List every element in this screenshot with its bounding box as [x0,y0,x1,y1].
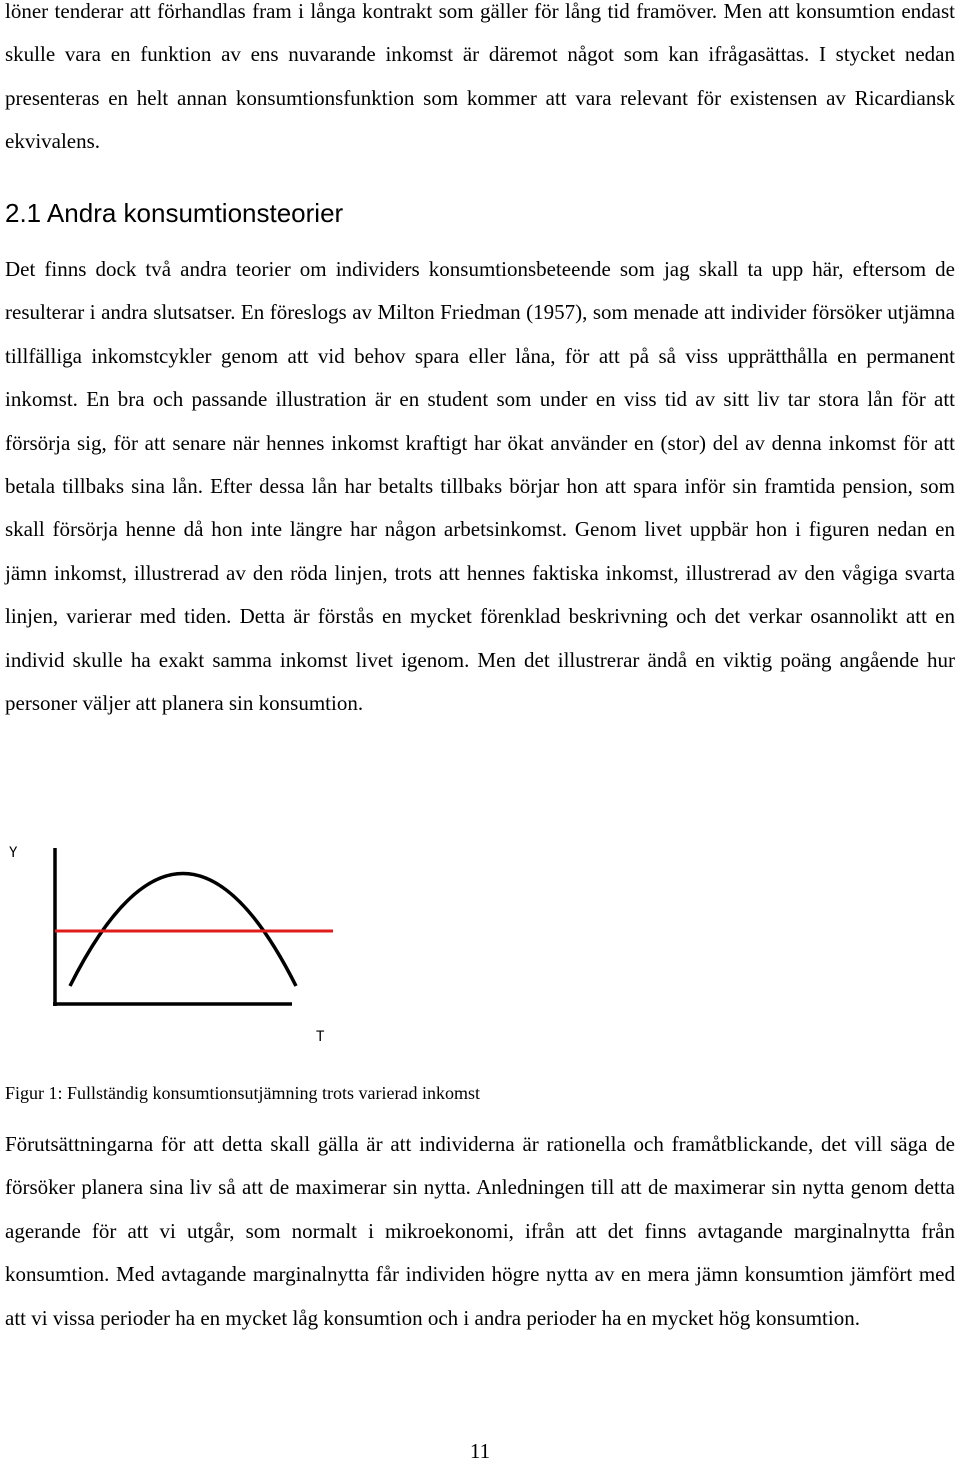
income-smoothing-figure [0,838,380,1053]
x-axis-label: T [316,1029,325,1045]
section-heading: 2.1 Andra konsumtionsteorier [5,198,344,228]
page-number: 11 [469,1439,491,1463]
y-axis-label: Y [9,845,18,861]
paragraph-intro: löner tenderar att förhandlas fram i långa kontrakt som gäller för lång tid framöver. Men att konsumtion endast skulle vara en funktion av ens nuvarande inkomst är däremot något som kan ifrågasättas. I stycket nedan presenteras en helt annan konsumtionsfunktion som kommer att vara relevant för existensen av Ricardiansk ekvivalens. [5,0,955,154]
paragraph-rationality: Förutsättningarna för att detta skall gälla är att individerna är rationella och framåtblickande, det vill säga de försöker planera sina liv så att de maximerar sin nytta. Anledningen till att de maximerar sin nytta genom detta agerande för att vi utgår, som normalt i mikroekonomi, ifrån att det finns avtagande marginalnytta från konsumtion. Med avtagande marginalnytta får individen högre nytta av en mera jämn konsumtion jämfört med att vi vissa perioder ha en mycket låg konsumtion och i andra perioder ha en mycket hög konsumtion. [5,1132,955,1330]
paragraph-friedman: Det finns dock två andra teorier om individers konsumtionsbeteende som jag skall ta upp här, eftersom de resulterar i andra slutsatser. En föreslogs av Milton Friedman (1957), som menade att individer försöker utjämna tillfälliga inkomstcykler genom att vid behov spara eller låna, för att på så viss upprätthålla en permanent inkomst. En bra och passande illustration är en student som under en viss tid av sitt liv tar stora lån för att försörja sig, för att senare när hennes inkomst kraftigt har ökat använder en (stor) del av denna inkomst för att betala tillbaks sina lån. Efter dessa lån har betalts tillbaks börjar hon att spara inför sin framtida pension, som skall försörja henne då hon inte längre har någon arbetsinkomst. Genom livet uppbär hon i figuren nedan en jämn inkomst, illustrerad av den röda linjen, trots att hennes faktiska inkomst, illustrerad av den vågiga svarta linjen, varierar med tiden. Detta är förstås en mycket förenklad beskrivning och det verkar osannolikt att en individ skulle ha exakt samma inkomst livet igenom. Men det illustrerar ändå en viktig poäng angående hur personer väljer att planera sin konsumtion. [5,257,955,716]
figure-illustration [0,838,380,1053]
figure-caption: Figur 1: Fullständig konsumtionsutjämning trots varierad inkomst [5,1083,480,1103]
